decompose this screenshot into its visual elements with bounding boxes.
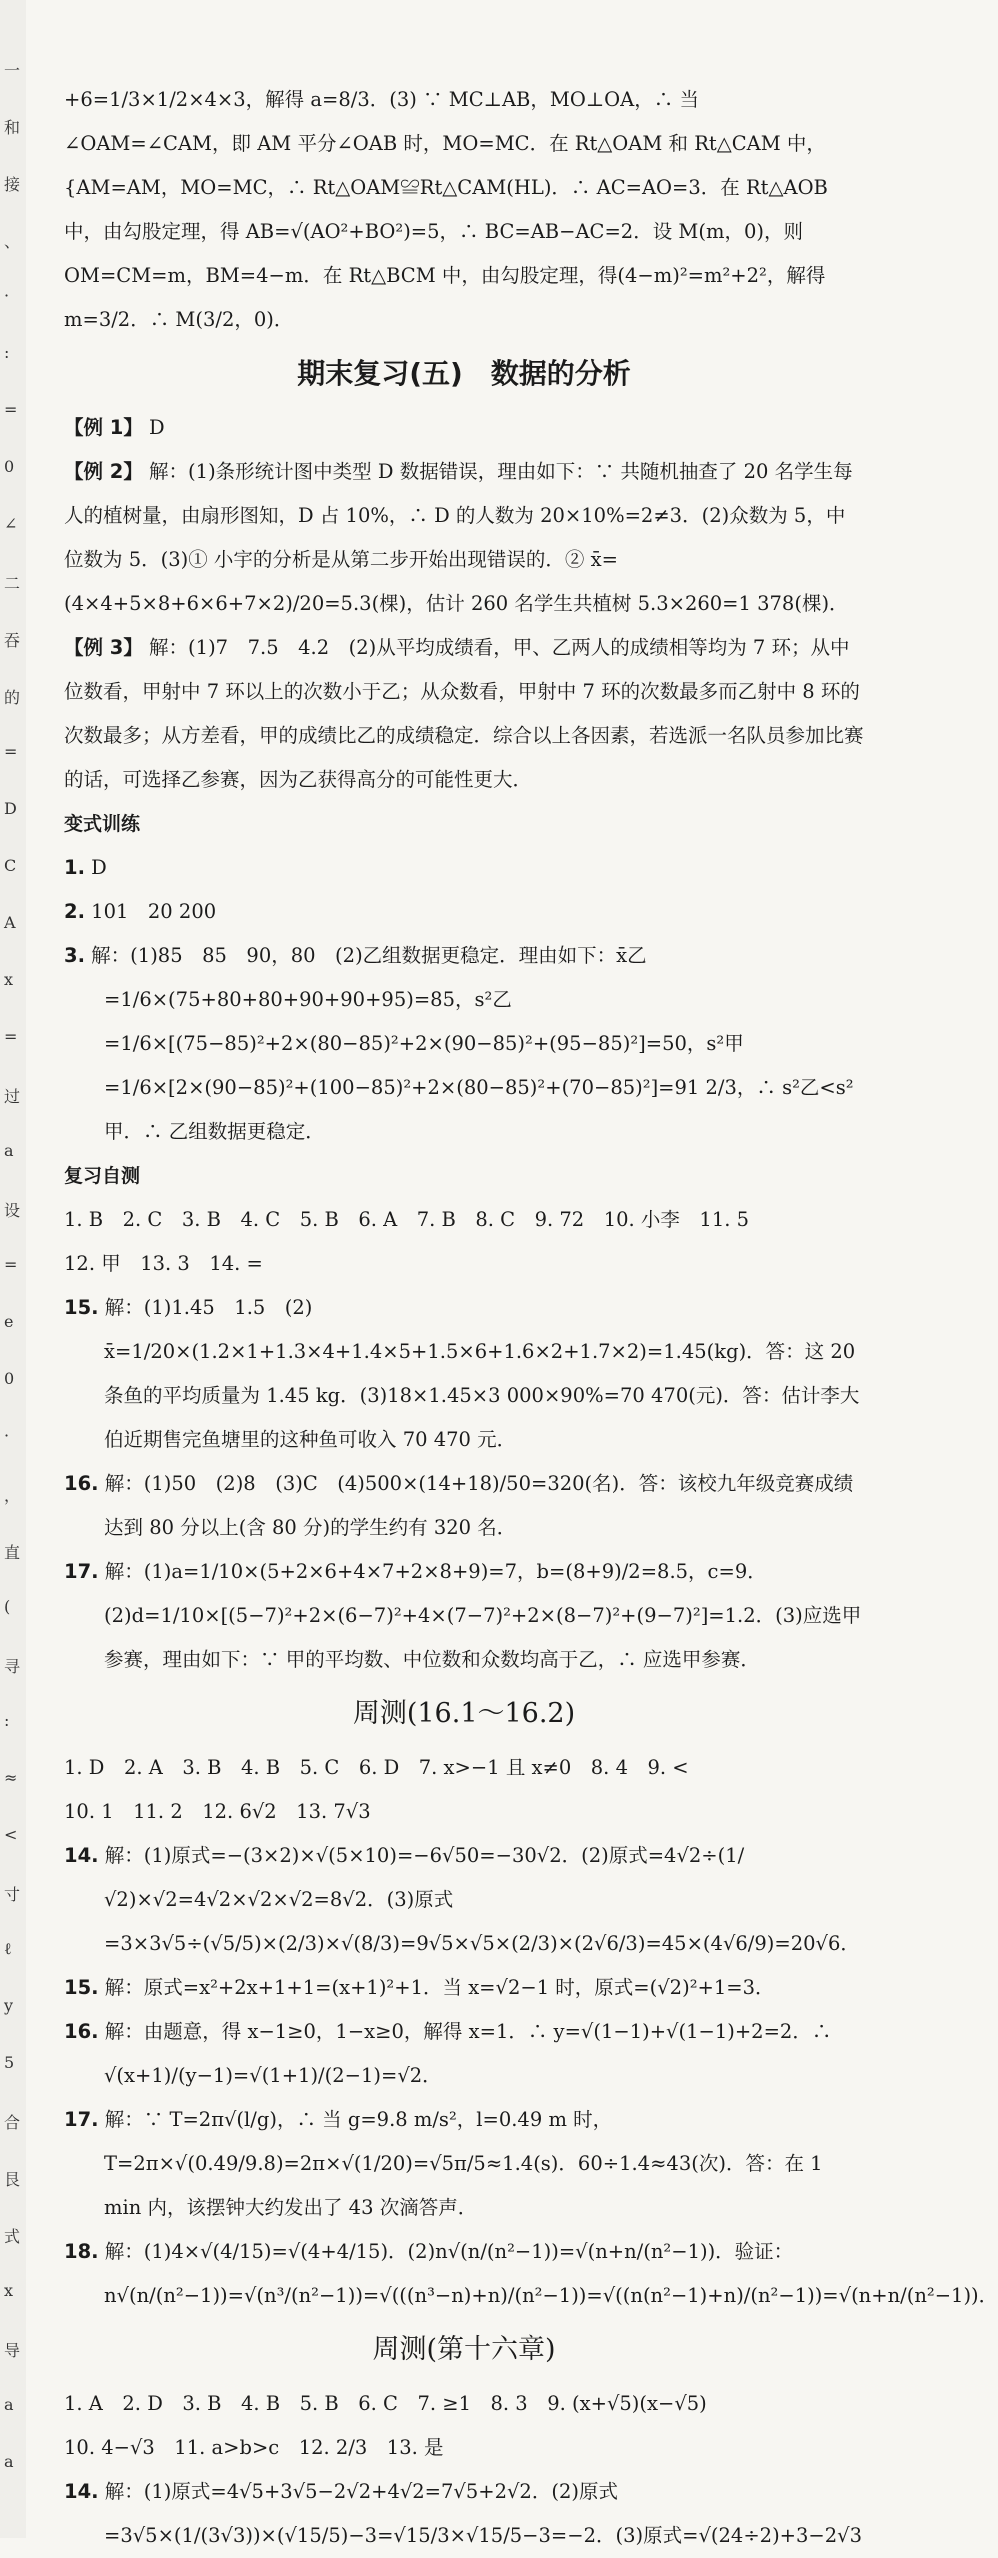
margin-char: 二	[4, 574, 21, 593]
section-heading: 周测(16.1～16.2)	[352, 1698, 576, 1729]
answer-text: 解：(1)原式=4√5+3√5−2√2+4√2=7√5+2√2．(2)原式=3√5×(1/(3√3))×(√15/5)−3=√15/3×√15/5−3=−2．(3)原式=√(24÷2)+3−2√3	[98, 2480, 862, 2547]
margin-char: a	[4, 2452, 14, 2471]
margin-char: ∠	[4, 514, 18, 533]
question-number: 15.	[64, 1976, 99, 1999]
answer-text: 10. 1 11. 2 12. 6√2 13. 7√3	[64, 1800, 371, 1823]
question-number: 18.	[64, 2240, 99, 2263]
question-number: 14.	[64, 2480, 99, 2503]
question-number: 15.	[64, 1296, 99, 1319]
margin-char: ·	[4, 1426, 10, 1445]
answer-paragraph	[64, 1286, 864, 1462]
answer-paragraph	[64, 1242, 864, 1286]
margin-char: 0	[4, 1369, 15, 1388]
margin-char: 合	[4, 2113, 21, 2132]
answer-text: 解：(1)a=1/10×(5+2×6+4×7+2×8+9)=7，b=(8+9)/2=8.5，c=9．(2)d=1/10×[(5−7)²+2×(6−7)²+4×(7−7)²+2×(8−7)²+(9−7)²]=1.2．(3)应选甲参赛，理由如下：∵ 甲的平均数、中位数和众数均高于乙，∴ 应选甲参赛．	[98, 1560, 862, 1671]
answer-text: 10. 4−√3 11. a>b>c 12. 2/3 13. 是	[64, 2436, 444, 2459]
margin-char: =	[4, 1027, 18, 1046]
answer-text: 解：(1)4×√(4/15)=√(4+4/15)．(2)n√(n/(n²−1))=√(n+n/(n²−1))．验证：n√(n/(n²−1))=√(n³/(n²−1))=√(((n³−n)+n)/(n²−1))=√((n(n²−1)+n)/(n²−1))=√(n+n/(n²−1))．	[98, 2240, 998, 2307]
answer-paragraph	[64, 2010, 864, 2098]
subsection-heading: 复习自测	[64, 1165, 141, 1187]
answer-text: 解：(1)7 7.5 4.2 (2)从平均成绩看，甲、乙两人的成绩相等均为 7 环；从中位数看，甲射中 7 环以上的次数小于乙；从众数看，甲射中 7 环的次数最多而乙射中 8 环的次数最多；从方差看，甲的成绩比乙的成绩稳定．综合以上各因素，若选派一名队员参加比赛的话，可选择乙参赛，因为乙获得高分的可能性更大．	[64, 636, 864, 791]
answer-paragraph	[64, 2230, 998, 2318]
margin-char: 导	[4, 2341, 21, 2360]
question-number: 17.	[64, 2108, 99, 2131]
margin-char: (	[4, 1597, 11, 1616]
answer-paragraph	[64, 2098, 864, 2230]
margin-char: 寸	[4, 1885, 21, 1904]
margin-char: 、	[4, 232, 21, 251]
example-tag: 【例 1】	[64, 416, 143, 439]
margin-char: 寻	[4, 1657, 21, 1676]
margin-char: :	[4, 1711, 10, 1730]
answer-text: 101 20 200	[84, 900, 217, 923]
answer-paragraph	[64, 1746, 864, 1790]
margin-char: 吞	[4, 631, 21, 650]
answer-paragraph	[64, 1790, 864, 1834]
answer-text: 1. D 2. A 3. B 4. B 5. C 6. D 7. x>−1 且 x≠0 8. 4 9. <	[64, 1756, 689, 1779]
margin-char: =	[4, 742, 18, 761]
answer-text: 解：由题意，得 x−1≥0，1−x≥0，解得 x=1．∴ y=√(1−1)+√(1−1)+2=2．∴ √(x+1)/(y−1)=√(1+1)/(2−1)=√2．	[98, 2020, 832, 2087]
answer-text: 解：(1)85 85 90，80 (2)乙组数据更稳定．理由如下：x̄乙=1/6×(75+80+80+90+90+95)=85，s²乙=1/6×[(75−85)²+2×(80−85)²+2×(90−85)²+(95−85)²]=50，s²甲=1/6×[2×(90−85)²+(100−85)²+2×(80−85)²+(70−85)²]=91 2/3，∴ s²乙<s²甲．∴ 乙组数据更稳定．	[84, 944, 854, 1143]
answer-text: 解：原式=x²+2x+1+1=(x+1)²+1．当 x=√2−1 时，原式=(√2)²+1=3．	[98, 1976, 775, 1999]
margin-char: x	[4, 970, 14, 989]
margin-char: ·	[4, 286, 10, 305]
margin-char: 式	[4, 2227, 21, 2246]
margin-char: e	[4, 1312, 14, 1331]
margin-char: 直	[4, 1543, 21, 1562]
margin-char: 过	[4, 1087, 21, 1106]
margin-char: ≈	[4, 1768, 18, 1787]
answer-paragraph	[64, 450, 864, 626]
answer-page	[64, 78, 998, 2558]
answer-paragraph	[64, 1834, 864, 1966]
subsection-heading: 变式训练	[64, 813, 141, 835]
answer-paragraph	[64, 78, 864, 342]
answer-text: 1. A 2. D 3. B 4. B 5. B 6. C 7. ≥1 8. 3 9. (x+√5)(x−√5)	[64, 2392, 707, 2415]
margin-char: D	[4, 799, 17, 818]
answer-paragraph	[64, 1198, 864, 1242]
margin-char: 艮	[4, 2170, 21, 2189]
section-heading: 周测(第十六章)	[372, 2334, 556, 2365]
question-number: 2.	[64, 900, 85, 923]
question-number: 1.	[64, 856, 85, 879]
answer-paragraph	[64, 626, 864, 802]
margin-char: ℓ	[4, 1939, 12, 1958]
margin-char: 5	[4, 2053, 15, 2072]
margin-char: C	[4, 856, 17, 875]
answer-paragraph	[64, 1550, 864, 1682]
answer-text: D	[142, 416, 165, 439]
margin-char: =	[4, 1255, 18, 1274]
margin-char: 一	[4, 61, 21, 80]
answer-text: 解：(1)原式=−(3×2)×√(5×10)=−6√50=−30√2．(2)原式=4√2÷(1/√2)×√2=4√2×√2×√2=8√2．(3)原式=3×3√5÷(√5/5)×(2/3)×√(8/3)=9√5×√5×(2/3)×(2√6/3)=45×(4√6/9)=20√6．	[98, 1844, 860, 1955]
question-number: 16.	[64, 1472, 99, 1495]
answer-paragraph	[64, 2382, 864, 2426]
example-tag: 【例 3】	[64, 636, 143, 659]
answer-paragraph	[64, 846, 864, 890]
margin-char: :	[4, 343, 10, 362]
left-margin-strip	[0, 0, 26, 2538]
answer-paragraph	[64, 406, 864, 450]
example-tag: 【例 2】	[64, 460, 143, 483]
answer-text: D	[84, 856, 107, 879]
question-number: 14.	[64, 1844, 99, 1867]
margin-char: 设	[4, 1201, 21, 1220]
answer-paragraph	[64, 2426, 864, 2470]
answer-paragraph	[64, 890, 864, 934]
answer-text: 解：(1)条形统计图中类型 D 数据错误，理由如下：∵ 共随机抽查了 20 名学生每人的植树量，由扇形图知，D 占 10%，∴ D 的人数为 20×10%=2≠3．(2)众数为 5，中位数为 5．(3)① 小宇的分析是从第二步开始出现错误的．② x̄=(4×4+5×8+6×6+7×2)/20=5.3(棵)，估计 260 名学生共植树 5.3×260=1 378(棵)．	[64, 460, 853, 615]
answer-text: 12. 甲 13. 3 14. =	[64, 1252, 263, 1275]
answer-text: +6=1/3×1/2×4×3，解得 a=8/3．(3) ∵ MC⊥AB，MO⊥OA，∴ 当∠OAM=∠CAM，即 AM 平分∠OAB 时，MO=MC．在 Rt△OAM 和 Rt△CAM 中，{AM=AM，MO=MC，∴ Rt△OAM≌Rt△CAM(HL)．∴ AC=AO=3．在 Rt△AOB 中，由勾股定理，得 AB=√(AO²+BO²)=5，∴ BC=AB−AC=2．设 M(m，0)，则 OM=CM=m，BM=4−m．在 Rt△BCM 中，由勾股定理，得(4−m)²=m²+2²，解得 m=3/2．∴ M(3/2，0)．	[64, 88, 828, 331]
margin-char: 的	[4, 688, 21, 707]
question-number: 16.	[64, 2020, 99, 2043]
answer-text: 解：(1)50 (2)8 (3)C (4)500×(14+18)/50=320(名)．答：该校九年级竞赛成绩达到 80 分以上(含 80 分)的学生约有 320 名．	[98, 1472, 854, 1539]
margin-char: y	[4, 1996, 14, 2015]
answer-text: 1. B 2. C 3. B 4. C 5. B 6. A 7. B 8. C 9. 72 10. 小李 11. 5	[64, 1208, 750, 1231]
question-number: 3.	[64, 944, 85, 967]
margin-char: =	[4, 400, 18, 419]
margin-char: A	[4, 913, 16, 932]
margin-char: x	[4, 2281, 14, 2300]
answer-paragraph	[64, 2470, 864, 2558]
answer-text: 解：∵ T=2π√(l/g)，∴ 当 g=9.8 m/s²，l=0.49 m 时，T=2π×√(0.49/9.8)=2π×√(1/20)=√5π/5≈1.4(s)．60÷1.4≈43(次)．答：在 1 min 内，该摆钟大约发出了 43 次滴答声．	[98, 2108, 823, 2219]
answer-text: 解：(1)1.45 1.5 (2) x̄=1/20×(1.2×1+1.3×4+1.4×5+1.5×6+1.6×2+1.7×2)=1.45(kg)．答：这 20 条鱼的平均质量为 1.45 kg．(3)18×1.45×3 000×90%=70 470(元)．答：估计李大伯近期售完鱼塘里的这种鱼可收入 70 470 元．	[98, 1296, 860, 1451]
margin-char: a	[4, 1141, 14, 1160]
answer-paragraph	[64, 934, 864, 1154]
margin-char: 和	[4, 118, 21, 137]
answer-paragraph	[64, 1462, 864, 1550]
margin-char: 接	[4, 175, 21, 194]
answer-paragraph	[64, 1966, 864, 2010]
section-heading: 期末复习(五) 数据的分析	[297, 357, 631, 390]
margin-char: ，	[4, 1486, 21, 1505]
margin-char: a	[4, 2395, 14, 2414]
margin-char: 0	[4, 457, 15, 476]
margin-char: <	[4, 1825, 18, 1844]
question-number: 17.	[64, 1560, 99, 1583]
